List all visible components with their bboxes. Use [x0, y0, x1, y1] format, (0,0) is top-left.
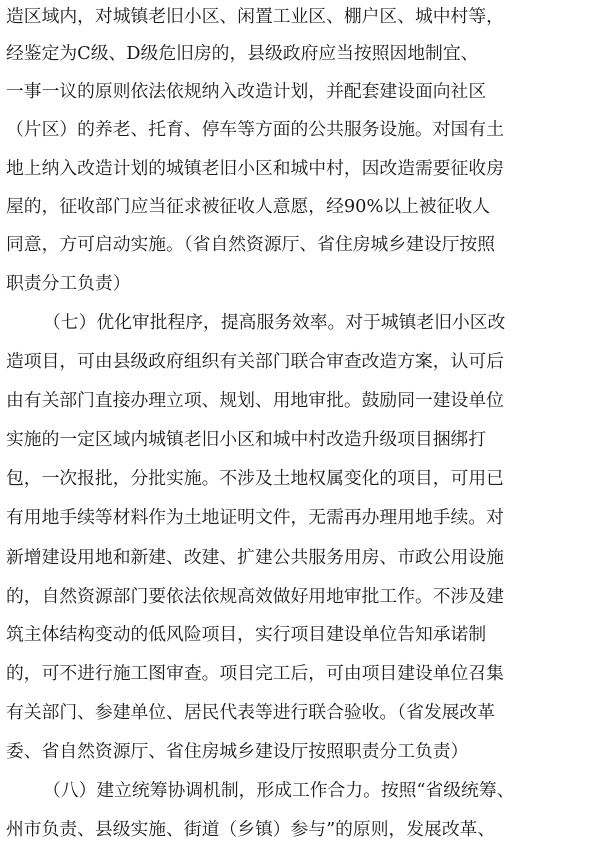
text-line: 实施的一定区域内城镇老旧小区和城中村改造升级项目捆绑打	[6, 429, 487, 450]
text-line: 筑主体结构变动的低风险项目，实行项目建设单位告知承诺制	[6, 624, 487, 645]
text-line: 有关部门、参建单位、居民代表等进行联合验收。（省发展改革	[6, 702, 495, 723]
text-line: 造项目，可由县级政府组织有关部门联合审查改造方案，认可后	[6, 351, 504, 372]
text-line: 的，自然资源部门要依法依规高效做好用地审批工作。不涉及建	[6, 586, 504, 607]
text-line: 同意，方可启动实施。（省自然资源厅、省住房城乡建设厅按照	[6, 234, 495, 255]
text-line: （片区）的养老、托育、停车等方面的公共服务设施。对国有土	[6, 119, 504, 140]
text-line: 包，一次报批，分批实施。不涉及土地权属变化的项目，可用已	[6, 468, 504, 489]
section-heading-line: （八）建立统筹协调机制，形成工作合力。按照“省级统筹、	[43, 780, 515, 801]
text-line: 经鉴定为C级、D级危旧房的，县级政府应当按照因地制宜、	[6, 43, 479, 64]
text-line: 有用地手续等材料作为土地证明文件，无需再办理用地手续。对	[6, 507, 504, 528]
text-line: 一事一议的原则依法依规纳入改造计划，并配套建设面向社区	[6, 81, 487, 102]
text-line: 州市负责、县级实施、街道（乡镇）参与”的原则，发展改革、	[6, 819, 496, 840]
text-line: 职责分工负责）	[6, 273, 131, 294]
section-heading-line: （七）优化审批程序，提高服务效率。对于城镇老旧小区改	[43, 312, 506, 333]
text-line: 屋的，征收部门应当征求被征收人意愿，经90%以上被征收人	[6, 196, 491, 217]
text-line: 地上纳入改造计划的城镇老旧小区和城中村，因改造需要征收房	[6, 158, 504, 179]
text-line: 的，可不进行施工图审查。项目完工后，可由项目建设单位召集	[6, 663, 504, 684]
text-line: 造区域内，对城镇老旧小区、闲置工业区、棚户区、城中村等，	[6, 6, 504, 27]
text-line: 由有关部门直接办理立项、规划、用地审批。鼓励同一建设单位	[6, 390, 504, 411]
text-line: 新增建设用地和新建、改建、扩建公共服务用房、市政公用设施	[6, 547, 504, 568]
text-line: 委、省自然资源厅、省住房城乡建设厅按照职责分工负责）	[6, 741, 469, 762]
